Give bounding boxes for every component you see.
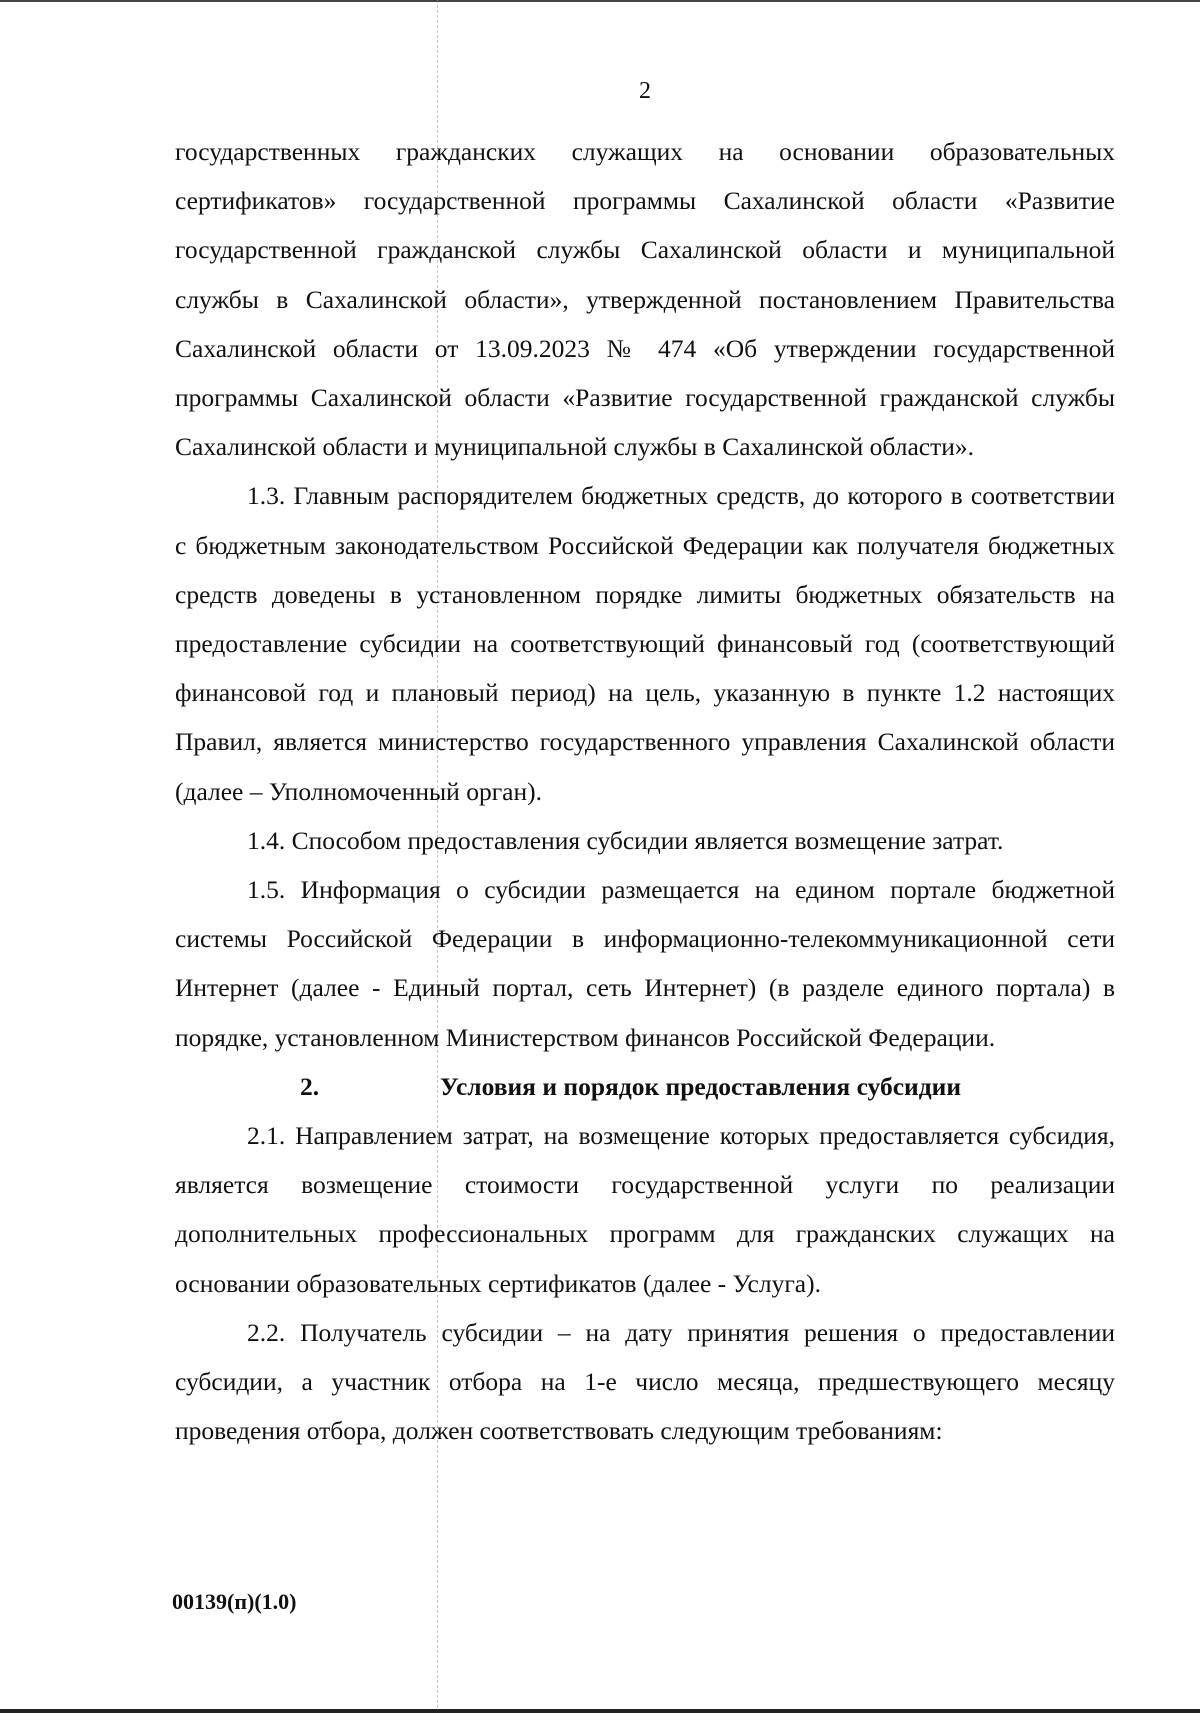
section-2-heading xyxy=(175,1062,1115,1111)
paragraph-2-2: 2.2. Получатель субсидии – на дату принятия решения о предоставлении субсидии, а участник отбора на 1-е число месяца, предшествующего месяцу проведения отбора, должен соответствовать следующим требованиям: xyxy=(175,1317,1115,1446)
paragraph-1-5: 1.5. Информация о субсидии размещается на едином портале бюджетной системы Российской Федерации в информационно-телекоммуникационной сети Интернет (далее - Единый портал, сеть Интернет) (в разделе единого портала) в порядке, установленном Министерством финансов Российской Федерации. xyxy=(175,875,1115,1052)
scan-bottom-edge xyxy=(0,1709,1200,1713)
scan-top-edge xyxy=(0,0,1200,2)
document-body xyxy=(175,127,1115,1455)
paragraph-continuation: государственных гражданских служащих на основании образовательных сертификатов» государственной программы Сахалинской области «Развитие государственной гражданской службы Сахалинской области и муниципальной службы в Сахалинской области», утвержденной постановлением Правительства Сахалинской области от 13.09.2023 № 474 «Об утверждении государственной программы Сахалинской области «Развитие государственной гражданской службы Сахалинской области и муниципальной службы в Сахалинской области». xyxy=(175,137,1115,462)
paragraph-1-4: 1.4. Способом предоставления субсидии является возмещение затрат. xyxy=(247,825,1004,855)
document-code: 00139(п)(1.0) xyxy=(172,1589,297,1614)
page-number: 2 xyxy=(639,78,651,104)
paragraph-1-3: 1.3. Главным распорядителем бюджетных средств, до которого в соответствии с бюджетным законодательством Российской Федерации как получателя бюджетных средств доведены в установленном порядке лимиты бюджетных обязательств на предоставление субсидии на соответствующий финансовый год (соответствующий финансовой год и плановый период) на цель, указанную в пункте 1.2 настоящих Правил, является министерство государственного управления Сахалинской области (далее – Уполномоченный орган). xyxy=(175,481,1115,806)
paragraph-2-1: 2.1. Направлением затрат, на возмещение которых предоставляется субсидия, является возмещение стоимости государственной услуги по реализации дополнительных профессиональных программ для гражданских служащих на основании образовательных сертификатов (далее - Услуга). xyxy=(175,1121,1115,1298)
section-title: Условия и порядок предоставления субсидии xyxy=(440,1071,962,1101)
section-number: 2. xyxy=(300,1071,320,1101)
